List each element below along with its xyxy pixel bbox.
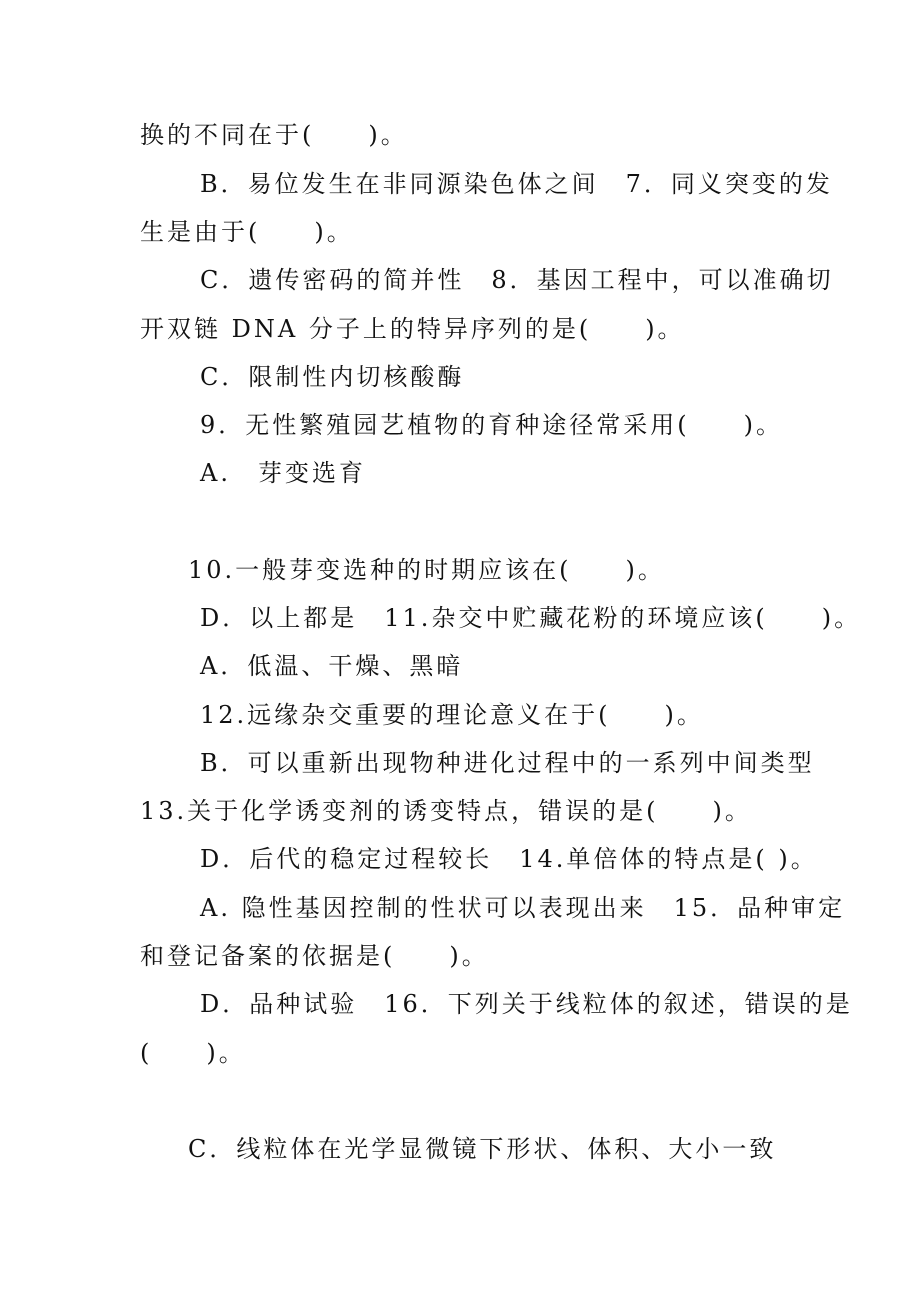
text-line-20: C．线粒体在光学显微镜下形状、体积、大小一致 xyxy=(188,1135,777,1163)
text-line-9: 10.一般芽变选种的时期应该在( )。 xyxy=(188,556,665,584)
text-line-17: 和登记备案的依据是( )。 xyxy=(140,942,489,970)
text-line-13: B．可以重新出现物种进化过程中的一系列中间类型 xyxy=(200,749,815,777)
text-line-7: 9．无性繁殖园艺植物的育种途径常采用( )。 xyxy=(200,411,783,439)
text-line-5: 开双链 DNA 分子上的特异序列的是( )。 xyxy=(140,315,685,343)
text-line-1: 换的不同在于( )。 xyxy=(140,121,408,149)
text-line-8: A. 芽变选育 xyxy=(200,459,366,487)
text-line-14: 13.关于化学诱变剂的诱变特点，错误的是( )。 xyxy=(140,797,752,825)
text-line-6: C．限制性内切核酸酶 xyxy=(200,363,465,391)
text-line-10: D．以上都是 11.杂交中贮藏花粉的环境应该( )。 xyxy=(200,604,862,632)
text-line-3: 生是由于( )。 xyxy=(140,218,354,246)
text-line-2: B．易位发生在非同源染色体之间 7．同义突变的发 xyxy=(200,170,833,198)
text-line-11: A．低温、干燥、黑暗 xyxy=(200,652,464,680)
text-line-18: D．品种试验 16．下列关于线粒体的叙述，错误的是 xyxy=(200,990,853,1018)
text-line-19: ( )。 xyxy=(140,1039,246,1067)
text-line-12: 12.远缘杂交重要的理论意义在于( )。 xyxy=(200,701,704,729)
text-line-16: A. 隐性基因控制的性状可以表现出来 15．品种审定 xyxy=(200,894,846,922)
text-line-4: C．遗传密码的简并性 8．基因工程中，可以准确切 xyxy=(200,266,834,294)
text-line-15: D．后代的稳定过程较长 14.单倍体的特点是( )。 xyxy=(200,845,818,873)
